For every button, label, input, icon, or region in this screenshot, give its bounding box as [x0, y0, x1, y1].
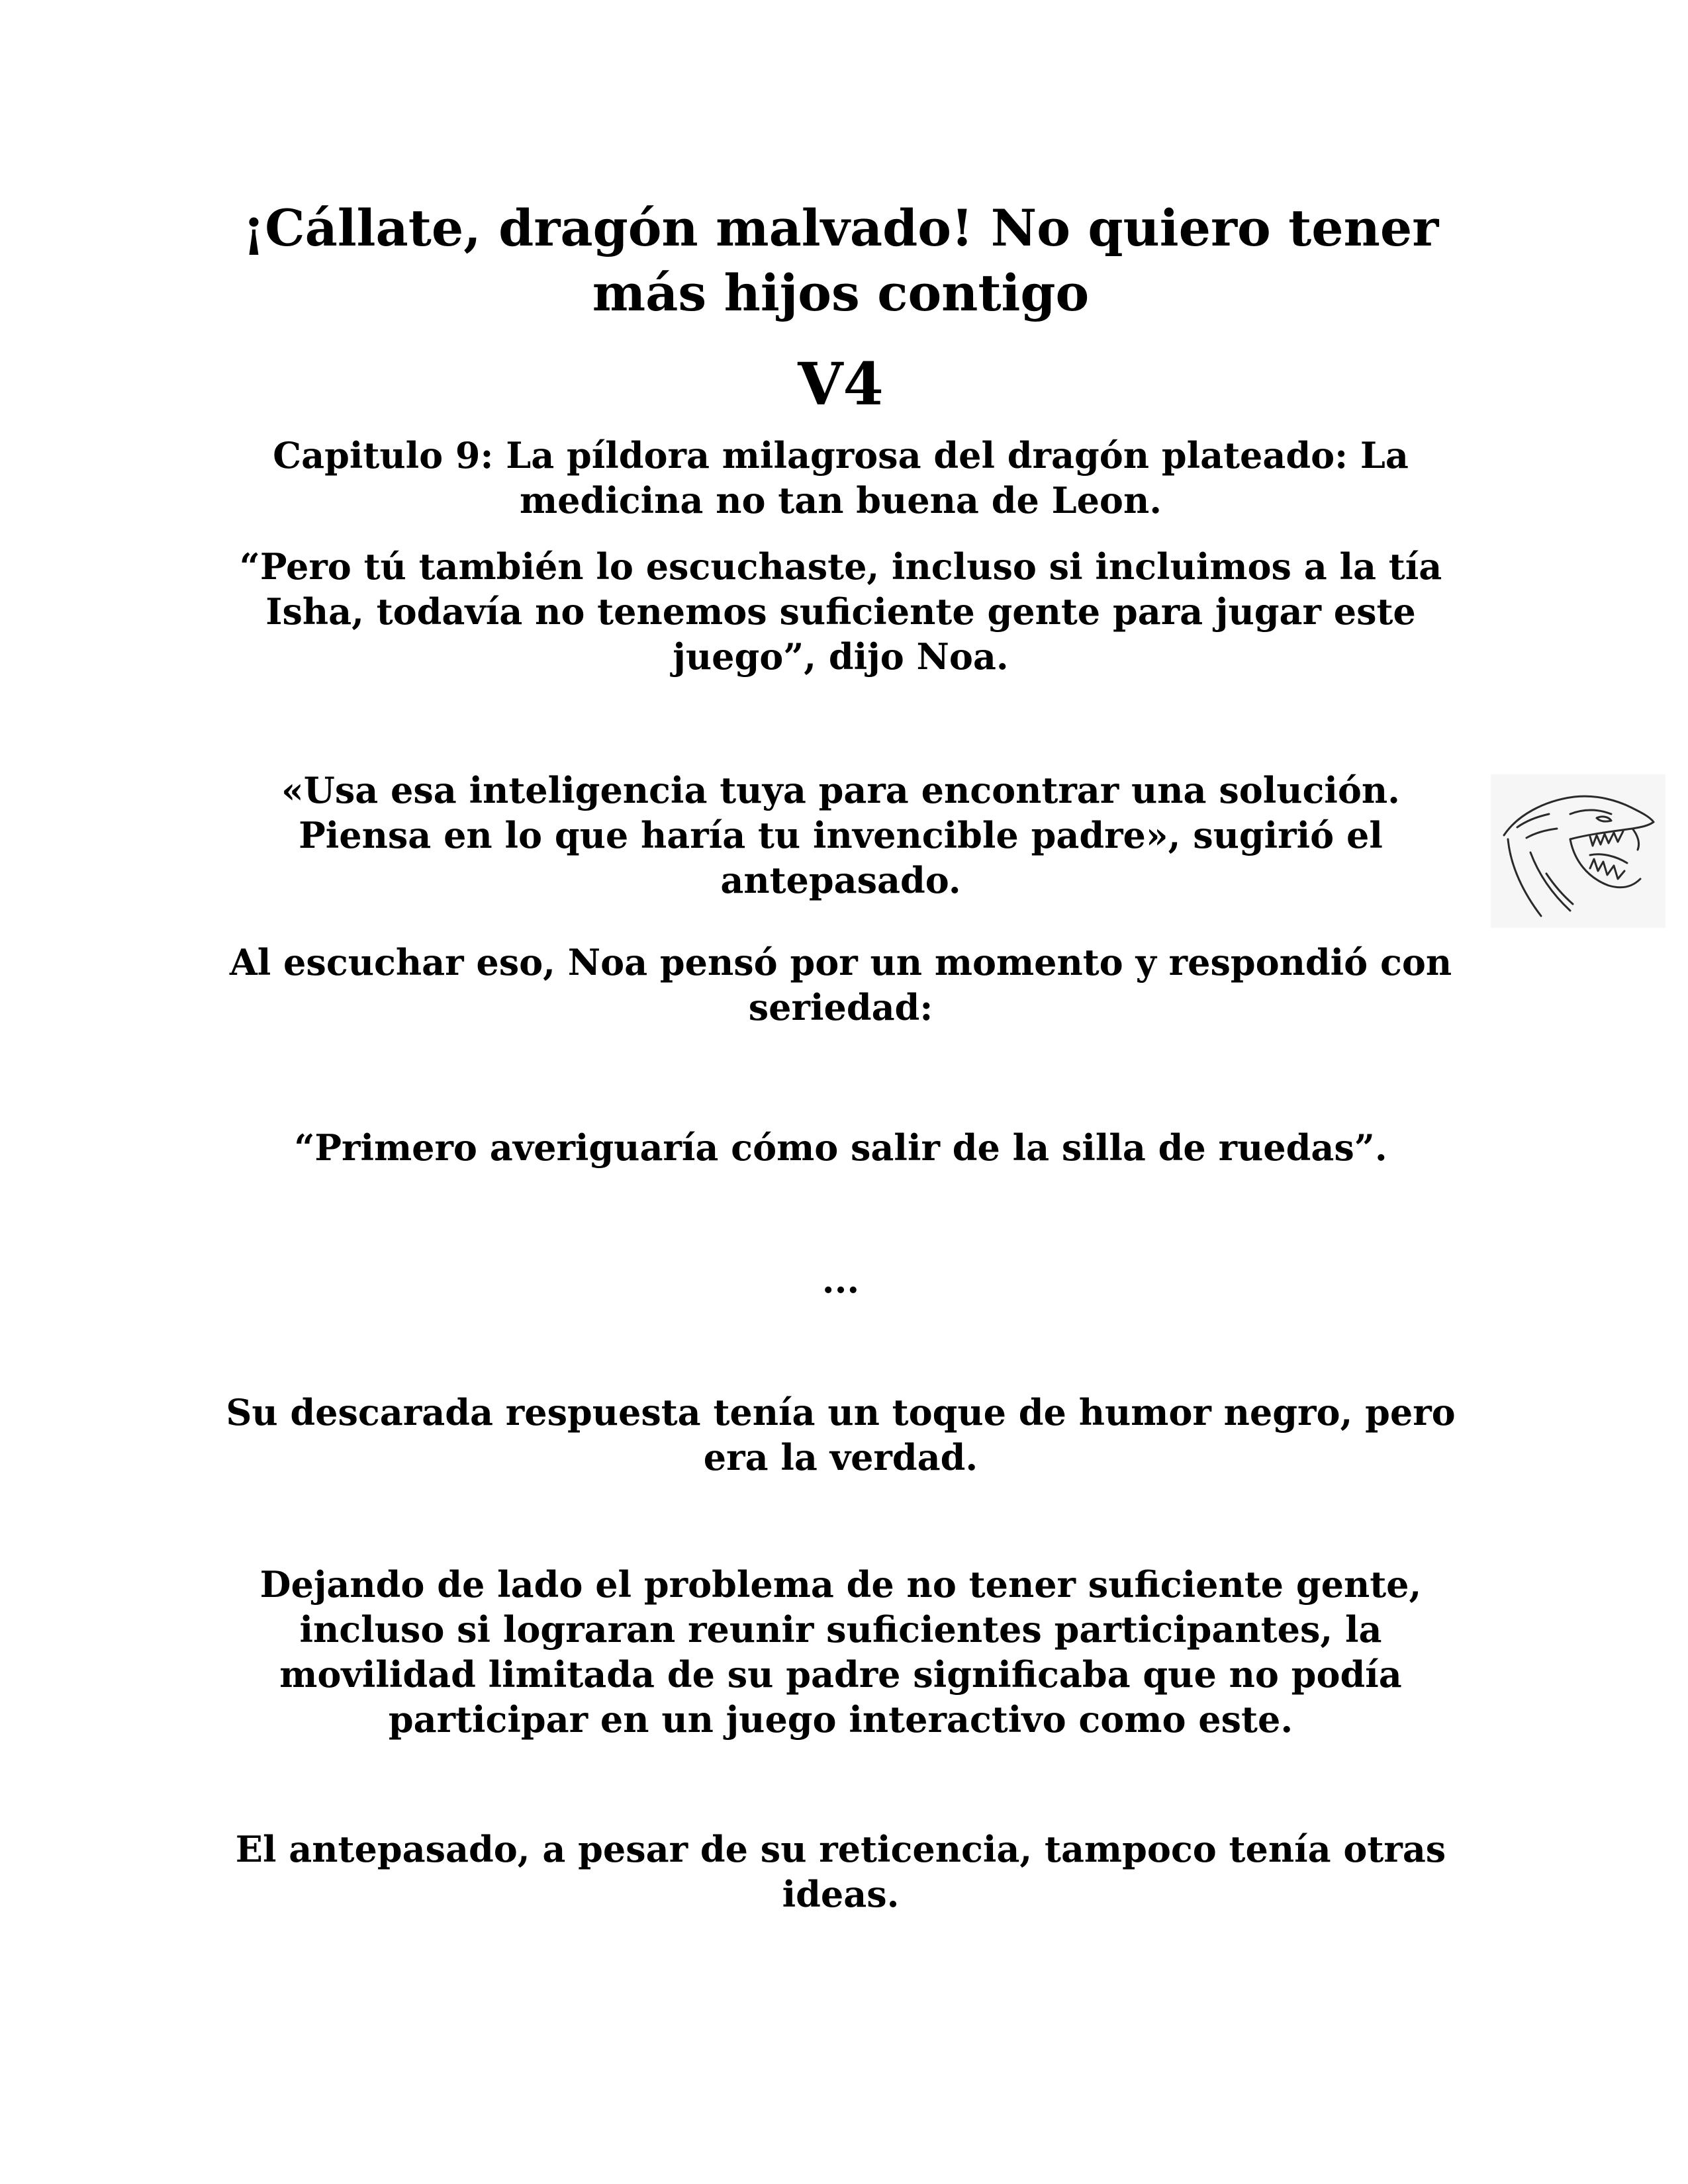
chapter-heading: Capitulo 9: La píldora milagrosa del dragón plateado: La medicina no tan buena de Leon.: [273, 434, 1409, 522]
paragraph: Al escuchar eso, Noa pensó por un momento y respondió con seriedad:: [229, 941, 1452, 1028]
paragraph: “Pero tú también lo escuchaste, incluso si incluimos a la tía Isha, todavía no tenemos suficiente gente para jugar este juego”, dijo Noa.: [239, 545, 1442, 678]
dragon-head-sketch-icon: [1491, 774, 1665, 928]
paragraph: El antepasado, a pesar de su reticencia, tampoco tenía otras ideas.: [235, 1828, 1446, 1915]
paragraph: Dejando de lado el problema de no tener suficiente gente, incluso si lograran reunir suficientes participantes, la movilidad limitada de su padre significaba que no podía participar en un juego interactivo como este.: [259, 1563, 1422, 1741]
paragraph: «Usa esa inteligencia tuya para encontrar una solución. Piensa en lo que haría tu invencible padre», sugirió el antepasado.: [281, 769, 1400, 901]
paragraph: “Primero averiguaría cómo salir de la silla de ruedas”.: [294, 1126, 1387, 1169]
document-title: ¡Cállate, dragón malvado! No quiero tener más hijos contigo: [242, 199, 1439, 322]
ellipsis-separator: ...: [821, 1259, 860, 1301]
paragraph: Su descarada respuesta tenía un toque de humor negro, pero era la verdad.: [226, 1391, 1456, 1479]
volume-label: V4: [798, 349, 884, 418]
